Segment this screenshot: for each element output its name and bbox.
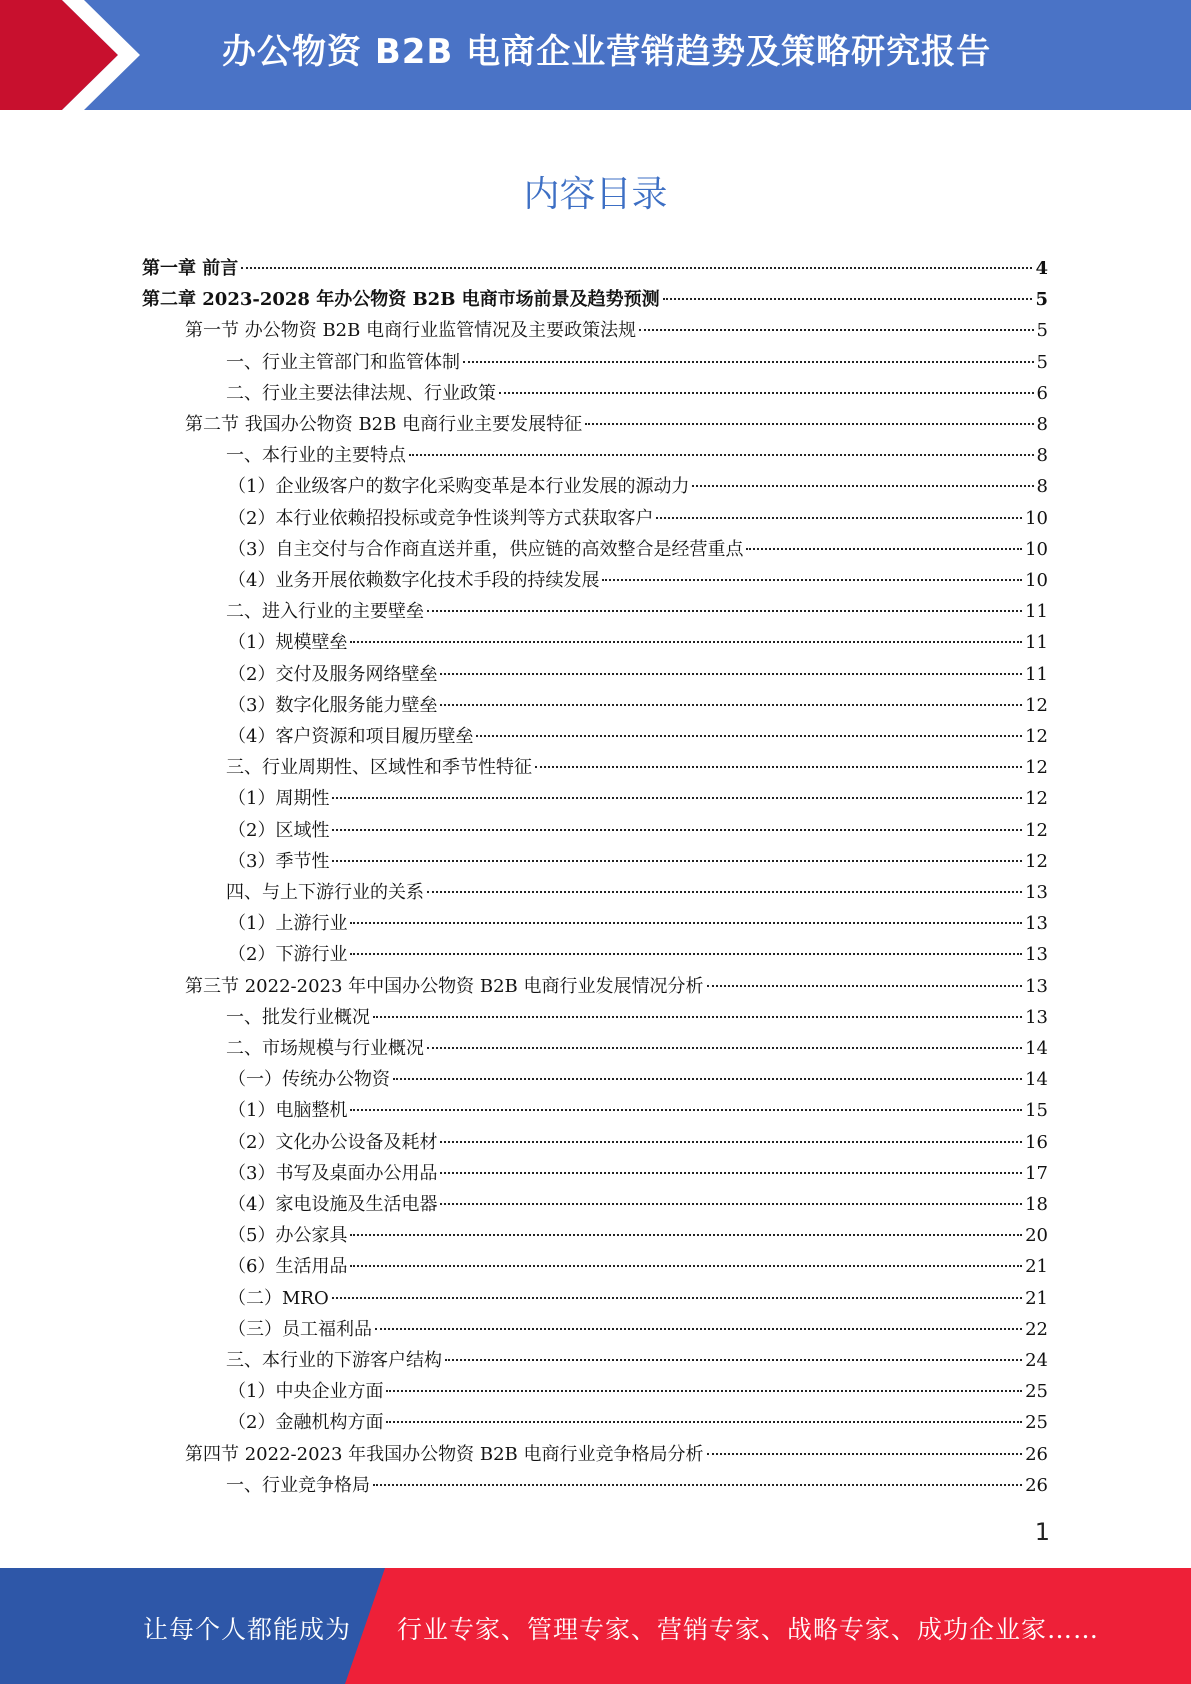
toc-dot-leader [241,267,1032,269]
toc-dot-leader [332,797,1022,799]
toc-entry[interactable] [228,1158,1048,1189]
toc-entry-label: （2）金融机构方面 [228,1412,384,1434]
toc-entry-label: （3）自主交付与合作商直送并重，供应链的高效整合是经营重点 [228,538,744,560]
toc-entry-page: 24 [1025,1350,1048,1371]
toc-entry[interactable] [226,752,1048,783]
toc-entry-label: 第三节 2022-2023 年中国办公物资 B2B 电商行业发展情况分析 [185,975,704,997]
toc-entry-label: （2）本行业依赖招投标或竞争性谈判等方式获取客户 [228,507,654,529]
toc-dot-leader [373,1016,1022,1018]
toc-entry[interactable] [228,1189,1048,1220]
header-chevron-icon [0,0,160,110]
toc-entry-label: （4）家电设施及生活电器 [228,1194,438,1215]
toc-entry-label: （1）规模壁垒 [228,632,348,654]
toc-dot-leader [393,1078,1022,1080]
footer-slogan-left: 让每个人都能成为 [143,1615,352,1644]
toc-entry-page: 11 [1025,663,1048,685]
toc-entry[interactable] [228,659,1048,690]
toc-dot-leader [350,953,1022,955]
toc-entry[interactable] [185,1439,1048,1470]
toc-entry-label: 二、市场规模与行业概况 [226,1038,424,1059]
toc-entry-label: （2）交付及服务网络壁垒 [228,663,438,685]
toc-entry-page: 21 [1025,1287,1048,1309]
toc-dot-leader [440,704,1022,706]
toc-dot-leader [427,610,1022,612]
toc-entry-page: 25 [1025,1412,1048,1434]
toc-dot-leader [602,579,1022,581]
toc-entry-label: 一、行业竞争格局 [226,1474,370,1496]
toc-entry-page: 15 [1025,1100,1048,1122]
toc-dot-leader [440,1172,1022,1174]
toc-entry-page: 12 [1025,726,1048,747]
toc-dot-leader [350,1265,1022,1267]
toc-entry[interactable] [228,939,1048,970]
toc-heading: 内容目录 [523,174,668,215]
toc-dot-leader [427,1047,1022,1049]
toc-entry-page: 10 [1025,570,1048,591]
toc-entry[interactable] [142,253,1048,284]
toc-entry-page: 13 [1025,1006,1048,1028]
toc-dot-leader [656,517,1022,519]
toc-dot-leader [535,766,1022,768]
toc-dot-leader [746,548,1022,550]
toc-entry-page: 25 [1025,1381,1048,1403]
toc-entry-label: 第四节 2022-2023 年我国办公物资 B2B 电商行业竞争格局分析 [185,1443,704,1465]
toc-entry-page: 17 [1025,1162,1048,1184]
toc-dot-leader [332,860,1022,862]
toc-entry[interactable] [226,347,1048,378]
toc-entry-page: 6 [1036,382,1048,404]
toc-entry[interactable] [228,471,1048,502]
toc-entry[interactable] [228,846,1048,877]
toc-entry[interactable] [226,596,1048,627]
toc-entry-page: 11 [1025,601,1048,623]
toc-entry[interactable] [226,877,1048,908]
toc-entry[interactable] [228,503,1048,534]
toc-dot-leader [409,454,1034,456]
toc-entry[interactable] [226,1033,1048,1064]
toc-dot-leader [386,1421,1022,1423]
toc-entry-label: （3）季节性 [228,850,330,872]
toc-entry[interactable] [228,1376,1048,1407]
toc-entry-label: （二）MRO [228,1287,329,1309]
toc-entry-page: 12 [1025,850,1048,872]
toc-entry-label: 二、行业主要法律法规、行业政策 [226,382,496,404]
toc-entry-label: （1）周期性 [228,788,330,810]
toc-dot-leader [476,735,1022,737]
toc-entry-page: 14 [1025,1038,1048,1059]
toc-dot-leader [375,1328,1022,1330]
toc-entry-label: （4）业务开展依赖数字化技术手段的持续发展 [228,570,600,591]
report-title: 办公物资 B2B 电商企业营销趋势及策略研究报告 [222,32,992,72]
toc-entry[interactable] [228,627,1048,658]
toc-entry-label: （1）电脑整机 [228,1100,348,1122]
toc-entry-page: 16 [1025,1131,1048,1153]
toc-entry[interactable] [228,1251,1048,1282]
toc-entry-label: 四、与上下游行业的关系 [226,882,424,903]
toc-entry-page: 8 [1036,445,1048,467]
toc-dot-leader [440,1203,1022,1205]
toc-entry[interactable] [228,1314,1048,1345]
toc-dot-leader [350,1109,1022,1111]
toc-entry-label: 三、本行业的下游客户结构 [226,1350,442,1371]
toc-entry-page: 13 [1025,913,1048,935]
toc-entry-label: 第二节 我国办公物资 B2B 电商行业主要发展特征 [185,414,583,435]
toc-dot-leader [350,641,1022,643]
toc-dot-leader [639,329,1033,331]
toc-entry-page: 26 [1025,1443,1048,1465]
toc-dot-leader [332,829,1022,831]
toc-entry-label: 第一章 前言 [142,258,239,279]
toc-entry-label: （3）书写及桌面办公用品 [228,1162,438,1184]
toc-dot-leader [445,1359,1022,1361]
toc-entry-page: 13 [1025,944,1048,966]
toc-entry[interactable] [228,908,1048,939]
toc-entry-label: （3）数字化服务能力壁垒 [228,694,438,716]
toc-entry-page: 4 [1035,258,1048,279]
toc-entry-page: 14 [1025,1069,1048,1091]
toc-dot-leader [332,1297,1022,1299]
toc-entry[interactable] [185,971,1048,1002]
toc-entry-label: 三、行业周期性、区域性和季节性特征 [226,757,532,779]
toc-entry-label: （6）生活用品 [228,1256,348,1278]
toc-dot-leader [692,485,1033,487]
toc-dot-leader [386,1390,1022,1392]
toc-entry-page: 21 [1025,1256,1048,1278]
toc-dot-leader [463,361,1034,363]
toc-entry-label: 第一节 办公物资 B2B 电商行业监管情况及主要政策法规 [185,320,637,342]
toc-entry-label: （4）客户资源和项目履历壁垒 [228,726,474,747]
toc-entry-label: （三）员工福利品 [228,1318,372,1340]
toc-entry-label: （2）文化办公设备及耗材 [228,1131,438,1153]
toc-entry-label: （5）办公家具 [228,1225,348,1247]
toc-entry-page: 8 [1036,476,1048,498]
header-banner [0,0,1191,110]
toc-entry[interactable] [226,1345,1048,1376]
toc-entry[interactable] [228,1064,1048,1095]
toc-entry[interactable] [226,1470,1048,1501]
toc-entry-page: 10 [1025,507,1048,529]
toc-entry[interactable] [226,378,1048,409]
toc-entry[interactable] [228,1095,1048,1126]
footer-slogan-right: 行业专家、管理专家、营销专家、战略专家、成功企业家…… [397,1615,1100,1644]
toc-entry[interactable] [228,1283,1048,1314]
toc-entry[interactable] [228,1407,1048,1438]
toc-entry-page: 18 [1025,1194,1048,1215]
toc-dot-leader [350,922,1022,924]
toc-entry-label: （1）上游行业 [228,913,348,935]
toc-entry-page: 22 [1025,1318,1048,1340]
page-number: 1 [1034,1518,1050,1546]
toc-entry-label: 一、本行业的主要特点 [226,445,406,467]
toc-entry-label: （2）区域性 [228,819,330,841]
toc-entry[interactable] [228,534,1048,565]
toc-entry-label: 一、批发行业概况 [226,1006,370,1028]
toc-entry[interactable] [228,1220,1048,1251]
toc-entry[interactable] [228,565,1048,596]
toc-dot-leader [707,985,1023,987]
toc-entry-page: 12 [1025,788,1048,810]
toc-entry[interactable] [185,409,1048,440]
toc-entry-page: 11 [1025,632,1048,654]
toc-dot-leader [440,1141,1022,1143]
toc-entry-page: 12 [1025,819,1048,841]
toc-entry[interactable] [228,690,1048,721]
toc-entry[interactable] [226,440,1048,471]
toc-entry-page: 5 [1035,289,1048,311]
toc-entry-label: （1）中央企业方面 [228,1381,384,1403]
toc-entry-page: 5 [1036,351,1048,373]
toc-dot-leader [499,392,1034,394]
toc-entry[interactable] [226,1002,1048,1033]
toc-dot-leader [663,298,1033,300]
toc-entry[interactable] [228,1127,1048,1158]
toc-dot-leader [707,1453,1023,1455]
toc-entry[interactable] [185,315,1048,346]
toc-entry[interactable] [142,284,1048,315]
toc-entry-label: （2）下游行业 [228,944,348,966]
toc-entry[interactable] [228,783,1048,814]
toc-dot-leader [373,1484,1022,1486]
toc-entry[interactable] [228,815,1048,846]
toc-entry-page: 12 [1025,694,1048,716]
toc-entry-label: 一、行业主管部门和监管体制 [226,351,460,373]
toc-entry-label: 二、进入行业的主要壁垒 [226,601,424,623]
toc-entry-label: 第二章 2023-2028 年办公物资 B2B 电商市场前景及趋势预测 [142,289,660,311]
toc-entry-label: （一）传统办公物资 [228,1069,390,1091]
toc-entry-page: 12 [1025,757,1048,779]
toc-entry-page: 26 [1025,1474,1048,1496]
toc-entry-page: 13 [1025,882,1048,903]
toc-dot-leader [427,891,1022,893]
toc-entry-page: 8 [1036,414,1048,435]
toc-entry-page: 5 [1036,320,1048,342]
toc-dot-leader [350,1234,1022,1236]
toc-entry[interactable] [228,721,1048,752]
toc-entry-page: 20 [1025,1225,1048,1247]
toc-entry-label: （1）企业级客户的数字化采购变革是本行业发展的源动力 [228,476,690,498]
toc-entry-page: 10 [1025,538,1048,560]
toc-dot-leader [585,423,1033,425]
toc-dot-leader [440,673,1022,675]
footer-banner [0,1568,1191,1684]
toc-entry-page: 13 [1025,975,1048,997]
